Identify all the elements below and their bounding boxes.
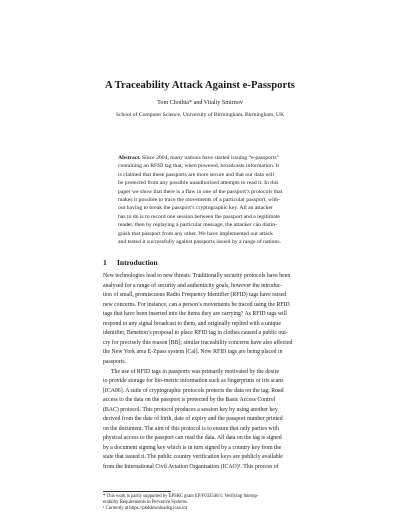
body-line: tags that have been inserted into the items they are carrying? As RFID tags will bbox=[103, 311, 287, 318]
footnote-rule bbox=[103, 491, 171, 492]
body-line: on the document. The aim of this protocol is to ensure that only parties with bbox=[103, 425, 279, 432]
abstract-line: paper we show that there is a flaw in one of the passport’s protocols that bbox=[118, 188, 283, 195]
body-line: access to the data on the passport is protected by the Basic Access Control bbox=[103, 397, 276, 404]
body-line: cry for precisely this reason [BB]; similar traceability concerns have also affected bbox=[103, 339, 293, 346]
body-line: from the International Civil Aviation Organisation (ICAO)¹. This process of bbox=[103, 464, 279, 470]
paper-authors: Tom Chothia* and Vitaliy Smirnov bbox=[157, 100, 243, 106]
body-line: by a document signing key which is in turn signed by a country key from the bbox=[103, 444, 282, 451]
body-line: respond to any signal broadcast to them, and originally replied with a unique bbox=[103, 320, 281, 327]
section-number: 1 bbox=[103, 258, 107, 267]
footnote-line: erability Requirements in Pervasive Systems. bbox=[103, 500, 189, 505]
abstract-line: containing an RFID tag that, when powered, broadcasts information. It bbox=[118, 163, 280, 170]
paper-affiliation: School of Computer Science, University of Birmingham, Birmingham, UK bbox=[115, 112, 285, 118]
footnote-line: ¹ Currently at https://pkddownloadsg.icao.int bbox=[103, 506, 188, 511]
abstract-line: is claimed that these passports are more secure and that our data will bbox=[118, 171, 275, 178]
paper-title: A Traceability Attack Against e-Passports bbox=[105, 80, 295, 91]
body-line: New technologies lead to new threats. Traditionally security protocols have been bbox=[103, 273, 291, 279]
abstract-line: has to do is to record one session between the passport and a legitimate bbox=[118, 213, 280, 220]
body-line: physical access to the passport can read the data. All data on the tag is signed bbox=[103, 435, 282, 442]
footnote-line: * This work is partly supported by EPSRC grant EP/F033540/1: Verifying Interop- bbox=[103, 494, 259, 499]
body-line: The use of RFID tags in passports was primarily motivated by the desire bbox=[111, 368, 280, 375]
body-line: tion of small, promiscuous Radio Frequency Identifier (RFID) tags have raised bbox=[103, 292, 287, 299]
body-line: [ICA06]. A suite of cryptographic protocols protects the data on the tag; Road bbox=[103, 387, 284, 394]
body-line: new concerns. For instance, can a person’s movements be traced using the RFID bbox=[103, 301, 290, 308]
body-line: to provide storage for bio-metric information such as fingerprints or iris scans bbox=[103, 378, 284, 385]
body-line: identifier, Benetton’s proposal to place RFID tag in clothes caused a public out- bbox=[103, 330, 288, 337]
abstract-line: out having to break the passport’s cryptographic key. All an attacker bbox=[118, 205, 273, 212]
body-line: analysed for a range of security and authenticity goals, however the introduc- bbox=[103, 282, 283, 289]
body-line: (BAC) protocol. This protocol produces a session key by using another key bbox=[103, 406, 278, 413]
body-line: the New York area E-Zpass system [Cal]. Now RFID tags are being placed in bbox=[103, 349, 283, 356]
body-line: state that issued it. The public country verification keys are publicly available bbox=[103, 454, 283, 461]
abstract-line: Abstract. Since 2004, many nations have started issuing “e-passports” bbox=[118, 155, 280, 161]
section-heading bbox=[103, 258, 158, 267]
abstract-line: guish that passport from any other. We have implemented our attack bbox=[118, 230, 274, 237]
abstract-line: and tested it successfully against passports issued by a range of nations. bbox=[118, 239, 282, 245]
section-title: Introduction bbox=[117, 258, 158, 267]
abstract-line: reader, then by replaying a particular message, the attacker can distin- bbox=[118, 222, 277, 229]
body-line: derived from the date of birth, date of expiry and the passport number printed bbox=[103, 416, 283, 423]
abstract-line: be protected from any possible unauthorised attempts to read it. In this bbox=[118, 180, 279, 187]
abstract-line: makes it possible to trace the movements of a particular passport, with- bbox=[118, 197, 281, 203]
body-line: passports. bbox=[103, 358, 127, 365]
